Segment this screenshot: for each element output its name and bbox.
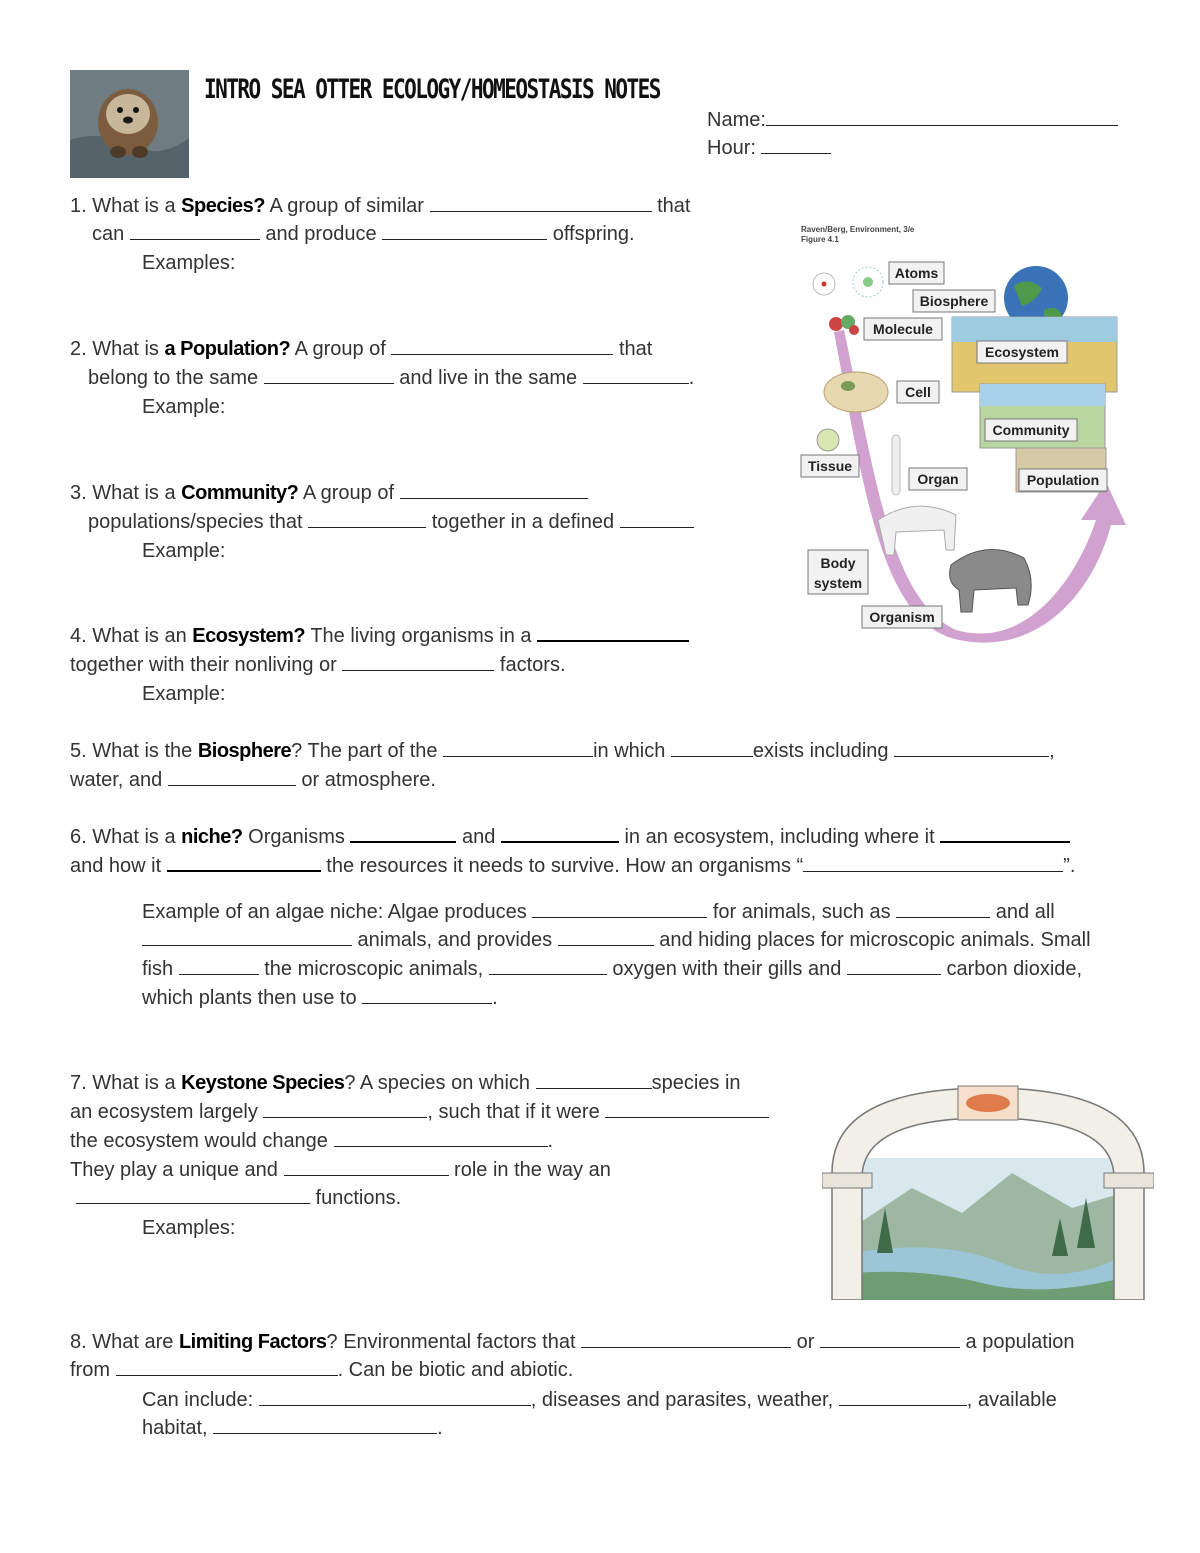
figure-label-ecosystem: Ecosystem: [985, 344, 1059, 360]
q8-line4: habitat, .: [142, 1417, 443, 1439]
q6-example-line2: animals, and provides and hiding places for microscopic animals. Small: [142, 928, 1091, 952]
q4-line2: together with their nonliving or factors.: [70, 654, 566, 676]
name-field[interactable]: Name:: [707, 108, 1118, 132]
hour-field[interactable]: Hour:: [707, 136, 831, 160]
figure-label-atoms: Atoms: [894, 265, 939, 281]
keystone-arch-illustration: [822, 1078, 1154, 1300]
q3-line2: populations/species that together in a defined: [88, 510, 694, 534]
sea-otter-photo: [70, 70, 189, 178]
q7-examples: Examples:: [142, 1217, 236, 1239]
figure-label-organ: Organ: [917, 471, 959, 487]
q7-line4: They play a unique and role in the way an: [70, 1159, 611, 1181]
q6-example-line1: Example of an algae niche: Algae produces for animals, such as and all: [142, 901, 1055, 923]
q2-example: Example:: [142, 396, 226, 418]
q1-line2: can and produce offspring.: [92, 223, 635, 245]
q1-examples: Examples:: [142, 252, 236, 274]
figure-caption-1: Raven/Berg, Environment, 3/e: [801, 225, 915, 234]
q4-line1: 4. What is an Ecosystem? The living organisms in a: [70, 624, 689, 648]
q8-line3: Can include: , diseases and parasites, weather, , available: [142, 1389, 1057, 1411]
q8-line2: from . Can be biotic and abiotic.: [70, 1359, 574, 1381]
levels-of-organization-figure: [796, 220, 1126, 645]
q7-line1: 7. What is a Keystone Species? A species on which species in: [70, 1072, 741, 1094]
figure-label-organism: Organism: [869, 609, 935, 625]
figure-label-biosphere: Biosphere: [919, 293, 989, 309]
q3-example: Example:: [142, 540, 226, 562]
q6-example-line3: fish the microscopic animals, oxygen with their gills and carbon dioxide,: [142, 958, 1083, 980]
q2-line2: belong to the same and live in the same .: [88, 367, 695, 389]
q1-line1: 1. What is a Species? A group of similar that: [70, 195, 691, 217]
q7-line2: an ecosystem largely , such that if it were: [70, 1100, 769, 1124]
q7-line5: functions.: [76, 1186, 401, 1210]
figure-label-body1: Body: [820, 555, 856, 571]
q6-example-line4: which plants then use to .: [142, 987, 498, 1009]
figure-caption-2: Figure 4.1: [801, 235, 839, 244]
q5-line2: water, and or atmosphere.: [70, 769, 436, 791]
q2-line1: 2. What is a Population? A group of that: [70, 338, 653, 360]
figure-label-tissue: Tissue: [807, 458, 853, 474]
figure-label-population: Population: [1026, 472, 1100, 488]
q8-line1: 8. What are Limiting Factors? Environmental factors that or a population: [70, 1331, 1075, 1353]
figure-label-community: Community: [992, 422, 1070, 438]
q6-line2: and how it the resources it needs to survive. How an organisms “ ”.: [70, 855, 1076, 877]
q5-line1: 5. What is the Biosphere? The part of the in which exists including ,: [70, 740, 1055, 762]
figure-label-molecule: Molecule: [873, 321, 933, 337]
q3-line1: 3. What is a Community? A group of: [70, 481, 588, 505]
q6-line1: 6. What is a niche? Organisms and in an ecosystem, including where it: [70, 825, 1070, 849]
page-title: INTRO SEA OTTER ECOLOGY/HOMEOSTASIS NOTES: [204, 74, 660, 105]
q4-example: Example:: [142, 683, 226, 705]
figure-label-cell: Cell: [905, 384, 931, 400]
q7-line3: the ecosystem would change .: [70, 1130, 554, 1152]
figure-label-body2: system: [813, 575, 863, 591]
